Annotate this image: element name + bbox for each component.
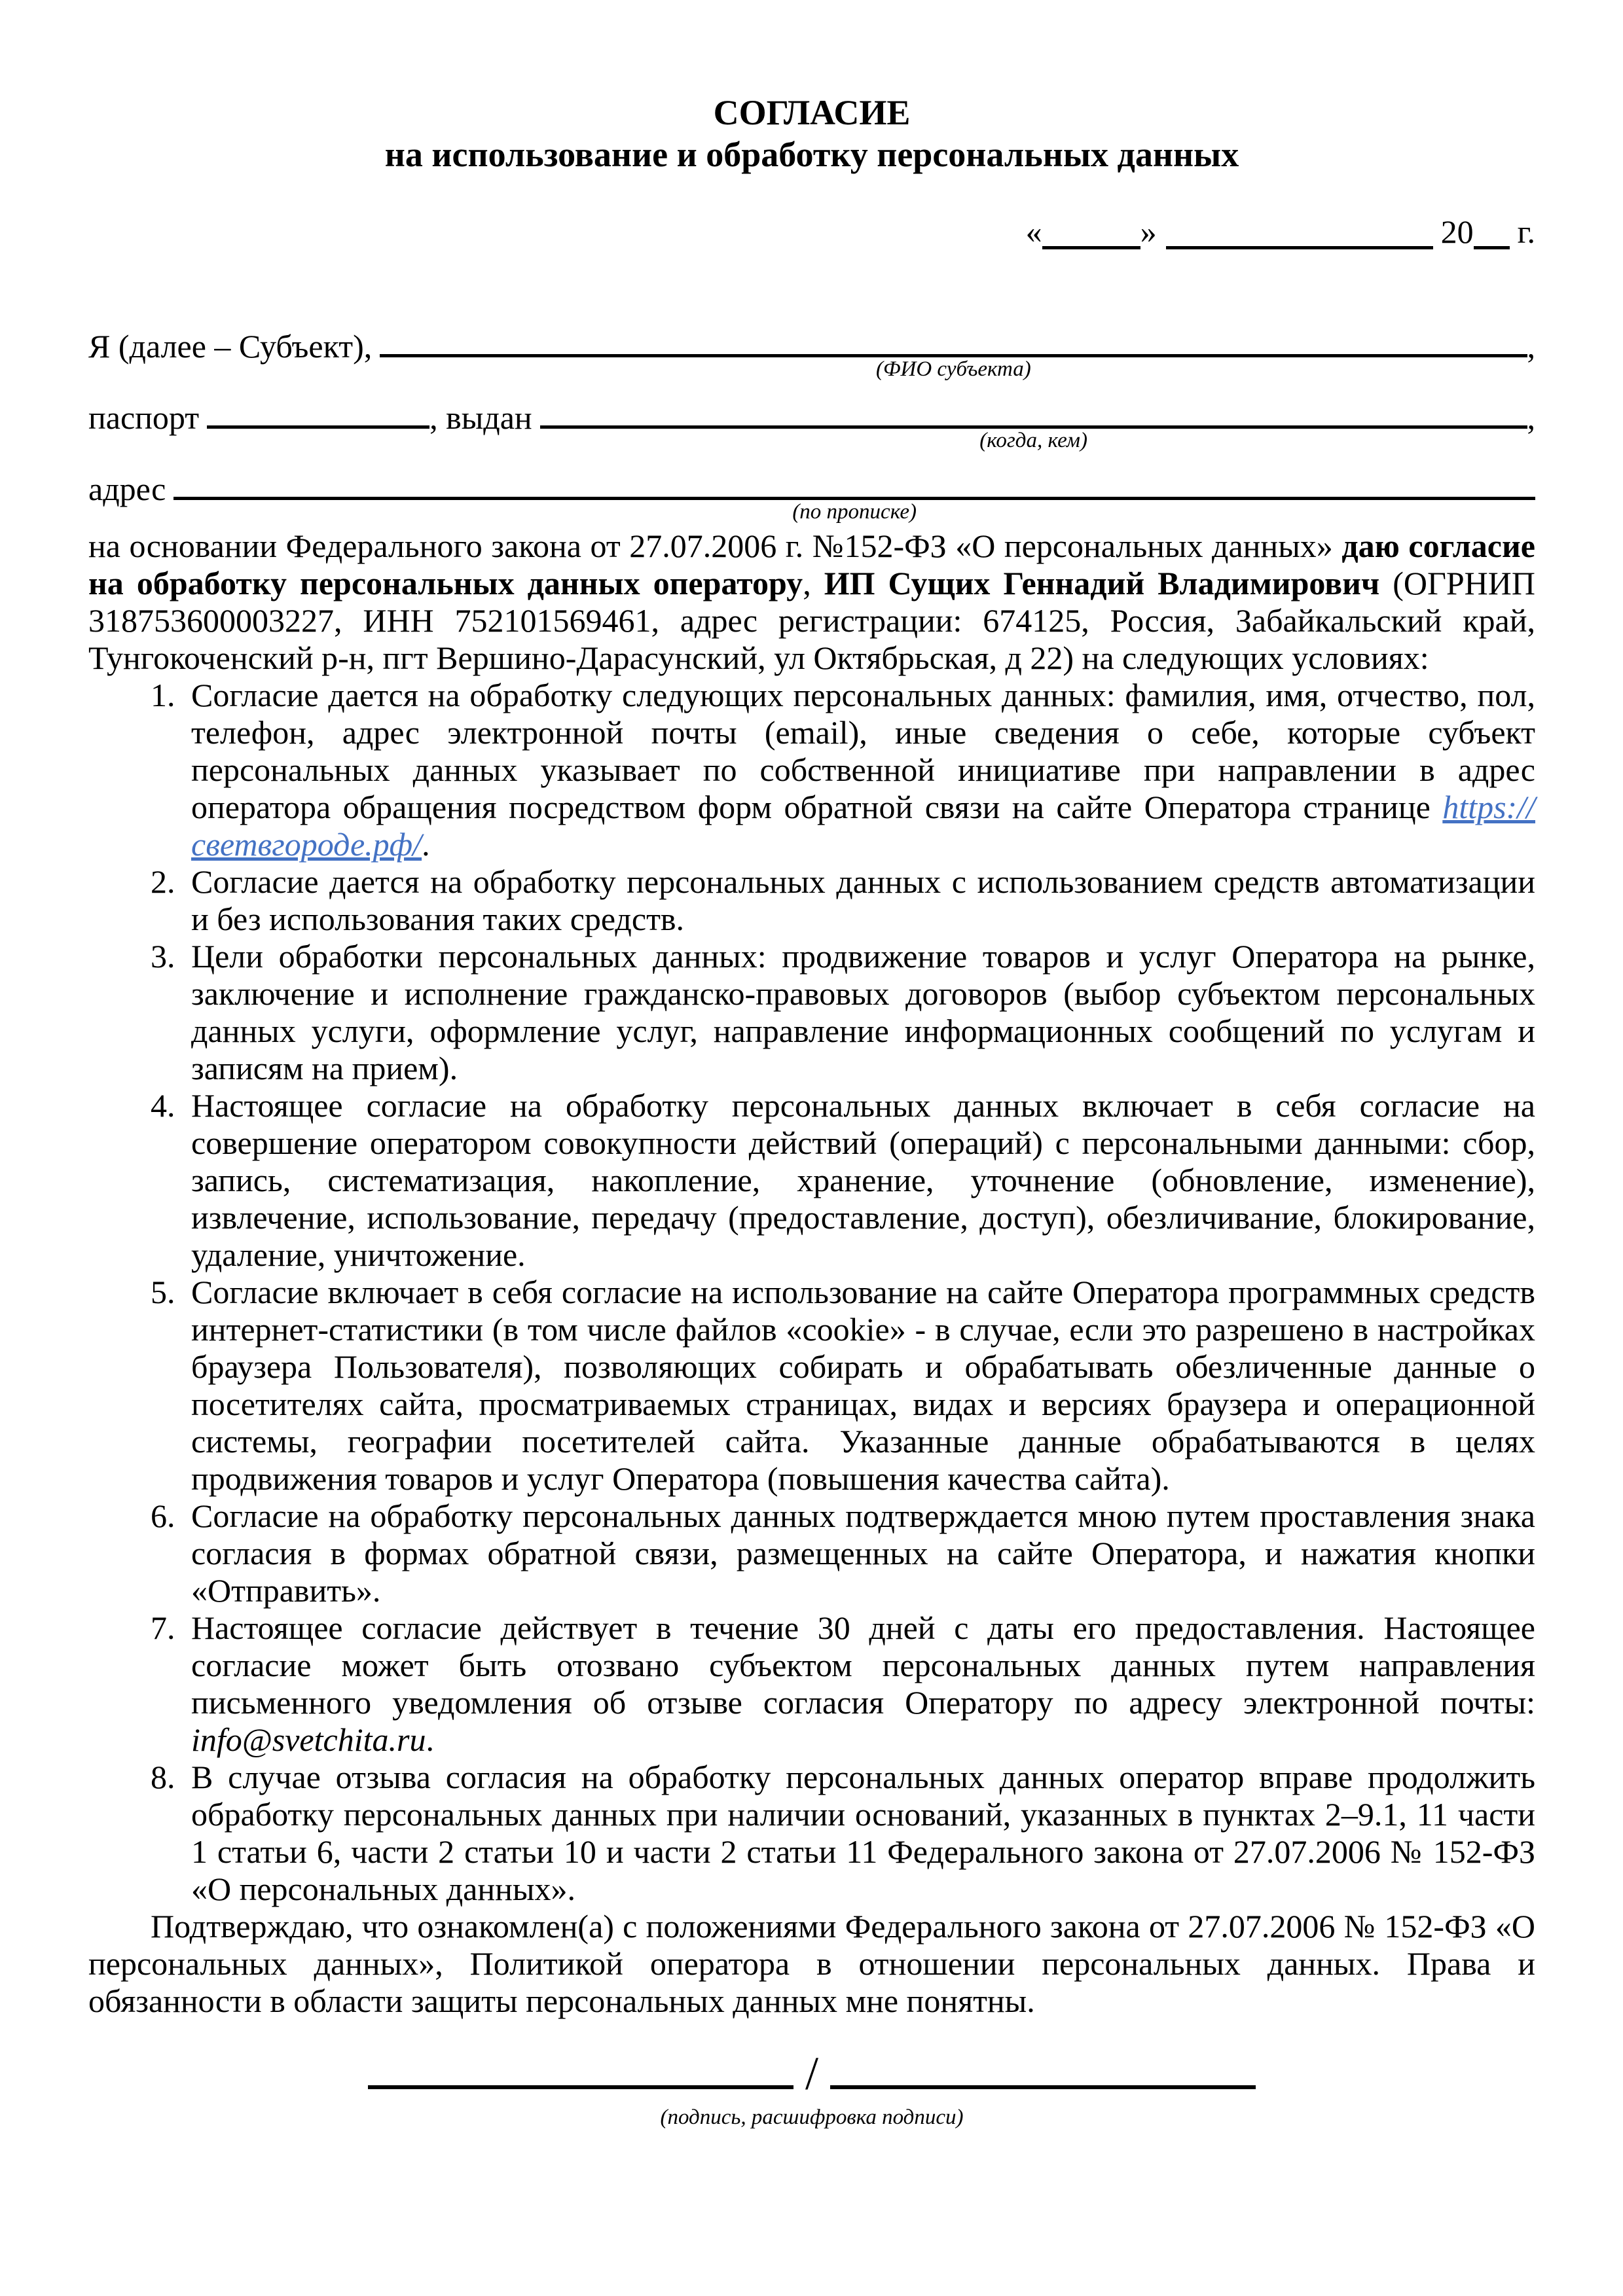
intro-text-end: (ОГРНИП 318753600003227, ИНН 752101569461, адрес регистрации: 674125, Россия, Забайкальский край, Тунгокоченский р-н, пгт Вершино-Дарасунский, ул Октябрьская, д 22) на следующих условиях: — [88, 565, 1535, 676]
intro-bold-consent: даю согласие на обработку персональных данных оператору — [88, 528, 1535, 601]
date-open-quote: « — [1025, 213, 1042, 250]
intro-operator-name: ИП Сущих Геннадий Владимирович — [824, 565, 1380, 601]
date-line — [88, 213, 1535, 251]
document-title: СОГЛАСИЕ — [713, 93, 911, 132]
condition-text: Согласие на обработку персональных данных подтверждается мною путем проставления знака согласия в формах обратной связи, размещенных на сайте Оператора, и нажатия кнопки «Отправить». — [191, 1498, 1535, 1609]
address-row — [88, 471, 1535, 524]
date-year-blank — [1474, 238, 1510, 249]
condition-item-1 — [88, 677, 1535, 863]
confirmation-paragraph: Подтверждаю, что ознакомлен(а) с положениями Федерального закона от 27.07.2006 № 152-ФЗ «О персональных данных», Политикой оператора в отношении персональных данных. Права и обязанности в области защиты персональных данных мне понятны. — [88, 1908, 1535, 2019]
passport-caption: (когда, кем) — [979, 429, 1087, 452]
condition-1-text: Согласие дается на обработку следующих персональных данных: фамилия, имя, отчество, пол, телефон, адрес электронной почты (email), иные сведения о себе, которые субъект персональных данных указывает по собственной инициативе при направлении в адрес оператора обращения посредством форм обратной связи на сайте Оператора странице — [191, 677, 1535, 825]
condition-number: 8. — [151, 1759, 175, 1795]
condition-number: 1. — [151, 677, 175, 713]
condition-text: Согласие включает в себя согласие на использование на сайте Оператора программных средств интернет-статистики (в том числе файлов «cookie» - в случае, если это разрешено в настройках браузера Пользователя), позволяющих собирать и обрабатывать обезличенные данные о посетителях сайта, просматриваемых страницах, видах и версиях браузера и операционной системы, географии посетителей сайта. Указанные данные обрабатываются в целях продвижения товаров и услуг Оператора (повышения качества сайта). — [191, 1274, 1535, 1497]
email-text: info@svetchita.ru — [191, 1721, 426, 1758]
date-day-blank — [1042, 238, 1140, 249]
passport-trailing-comma: , — [1527, 399, 1535, 436]
website-link[interactable]: https://светвгороде.рф/ — [191, 789, 1535, 863]
address-label: адрес — [88, 471, 166, 507]
condition-text: Настоящее согласие на обработку персональных данных включает в себя согласие на совершение оператором совокупности действий (операций) с персональными данными: сбор, запись, систематизация, накопление, хранение, уточнение (обновление, изменение), извлечение, использование, передачу (предоставление, доступ), обезличивание, блокирование, удаление, уничтожение. — [191, 1087, 1535, 1273]
date-year-suffix: г. — [1517, 213, 1535, 250]
condition-text — [191, 677, 1535, 863]
document-subtitle: на использование и обработку персональных данных — [384, 135, 1239, 174]
condition-7-period: . — [426, 1721, 434, 1758]
intro-paragraph — [88, 528, 1535, 677]
condition-item-7 — [88, 1609, 1535, 1759]
condition-7-text: Настоящее согласие действует в течение 30 дней с даты его предоставления. Настоящее согласие может быть отозвано субъектом персональных данных путем направления письменного уведомления об отзыве согласия Оператору по адресу электронной почты: — [191, 1609, 1535, 1721]
signature-caption: (подпись, расшифровка подписи) — [660, 2106, 964, 2129]
subject-trailing-comma: , — [1527, 328, 1535, 365]
conditions-list — [88, 677, 1535, 1908]
subject-row — [88, 328, 1535, 381]
date-month-blank — [1166, 238, 1433, 249]
date-close-quote: » — [1140, 213, 1157, 250]
signature-blank — [368, 2077, 793, 2089]
signature-name-blank — [830, 2077, 1256, 2089]
condition-text: Согласие дается на обработку персональных данных с использованием средств автоматизации и без использования таких средств. — [191, 863, 1535, 937]
condition-item-4 — [88, 1087, 1535, 1274]
condition-text: В случае отзыва согласия на обработку персональных данных оператор вправе продолжить обработку персональных данных при наличии оснований, указанных в пунктах 2–9.1, 11 части 1 статьи 6, части 2 статьи 10 и части 2 статьи 11 Федерального закона от 27.07.2006 № 152-ФЗ «О персональных данных». — [191, 1759, 1535, 1907]
condition-number: 6. — [151, 1498, 175, 1534]
condition-text — [191, 1609, 1535, 1759]
condition-number: 7. — [151, 1609, 175, 1646]
condition-item-5 — [88, 1274, 1535, 1498]
condition-1-period: . — [422, 826, 430, 863]
condition-number: 4. — [151, 1087, 175, 1124]
passport-number-blank — [207, 399, 429, 429]
condition-number: 5. — [151, 1274, 175, 1310]
condition-number: 3. — [151, 938, 175, 975]
intro-text-start: на основании Федерального закона от 27.07.2006 г. №152-ФЗ «О персональных данных» — [88, 528, 1342, 564]
address-blank — [173, 471, 1535, 524]
subject-name-blank — [380, 328, 1527, 381]
condition-item-2 — [88, 863, 1535, 938]
signature-block — [88, 2047, 1535, 2129]
passport-label: паспорт — [88, 399, 200, 436]
passport-issued-blank — [540, 399, 1527, 452]
signature-row: / — [88, 2073, 1535, 2089]
condition-text: Цели обработки персональных данных: продвижение товаров и услуг Оператора на рынке, заключение и исполнение гражданско-правовых договоров (выбор субъектом персональных данных услуги, оформление услуг, направление информационных сообщений по услугам и записям на прием). — [191, 938, 1535, 1086]
passport-row — [88, 399, 1535, 452]
intro-separator: , — [803, 565, 824, 601]
condition-item-3 — [88, 938, 1535, 1087]
address-caption: (по прописке) — [792, 500, 917, 524]
condition-number: 2. — [151, 863, 175, 900]
passport-issued-label: , выдан — [429, 399, 532, 436]
condition-item-6 — [88, 1498, 1535, 1609]
subject-caption: (ФИО субъекта) — [875, 357, 1031, 381]
subject-label: Я (далее – Субъект), — [88, 328, 373, 365]
date-year-prefix: 20 — [1440, 213, 1474, 250]
condition-item-8 — [88, 1759, 1535, 1908]
